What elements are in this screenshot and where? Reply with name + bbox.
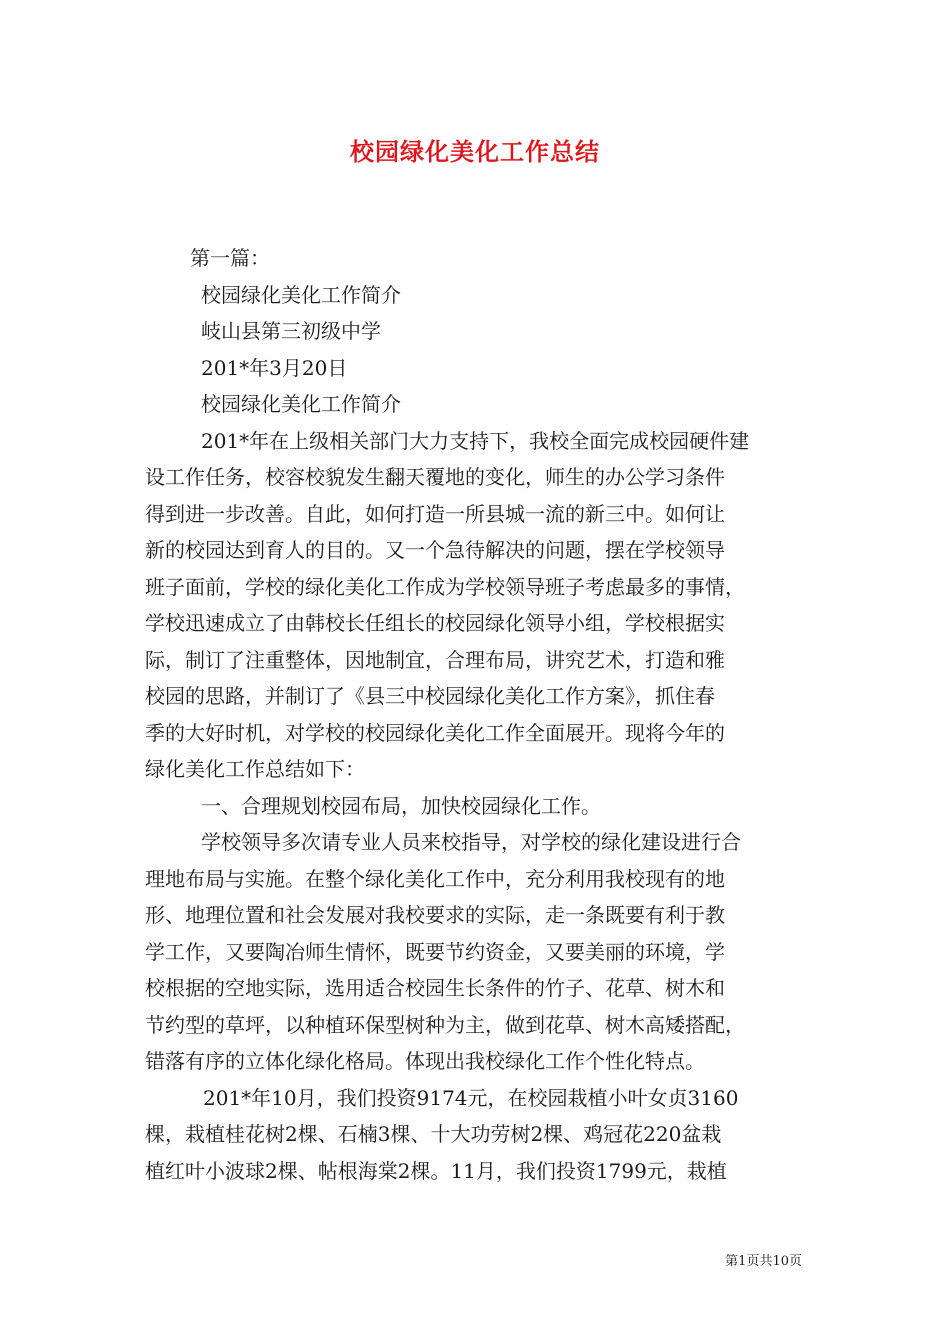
page-number: 第1页共10页 xyxy=(725,1254,802,1269)
text-line: 绿化美化工作总结如下： xyxy=(145,757,365,781)
text-line: 节约型的草坪，以种植环保型树种为主，做到花草、树木高矮搭配， xyxy=(145,1012,745,1037)
text-line: 校根据的空地实际，选用适合校园生长条件的竹子、花草、树木和 xyxy=(145,976,725,1000)
text-line: 学工作，又要陶冶师生情怀，既要节约资金，又要美丽的环境，学 xyxy=(145,939,725,964)
text-line: 201*年3月20日 xyxy=(201,355,348,380)
section-heading: 一、合理规划校园布局，加快校园绿化工作。 xyxy=(201,793,601,818)
text-line: 季的大好时机，对学校的校园绿化美化工作全面展开。现将今年的 xyxy=(145,720,725,745)
text-line: 201*年10月，我们投资9174元，在校园栽植小叶女贞3160 xyxy=(203,1085,739,1110)
text-line: 植红叶小波球2棵、帖根海棠2棵。11月，我们投资1799元，栽植 xyxy=(145,1158,727,1183)
text-line: 201*年在上级相关部门大力支持下，我校全面完成校园硬件建 xyxy=(201,428,750,453)
text-line: 校园的思路，并制订了《县三中校园绿化美化工作方案》，抓住春 xyxy=(145,684,715,708)
text-line: 际，制订了注重整体，因地制宜，合理布局，讲究艺术，打造和雅 xyxy=(145,647,725,672)
text-line: 班子面前，学校的绿化美化工作成为学校领导班子考虑最多的事情， xyxy=(145,574,745,599)
text-line: 校园绿化美化工作简介 xyxy=(201,282,401,307)
document-body xyxy=(145,240,807,1189)
text-line: 得到进一步改善。自此，如何打造一所县城一流的新三中。如何让 xyxy=(145,501,725,526)
text-line: 学校领导多次请专业人员来校指导，对学校的绿化建设进行合 xyxy=(201,830,741,854)
text-line: 校园绿化美化工作简介 xyxy=(201,392,401,416)
text-line: 第一篇： xyxy=(190,246,270,270)
document-title: 校园绿化美化工作总结 xyxy=(350,137,600,166)
text-line: 理地布局与实施。在整个绿化美化工作中，充分利用我校现有的地 xyxy=(145,866,725,891)
text-line: 形、地理位置和社会发展对我校要求的实际，走一条既要有利于教 xyxy=(145,903,725,927)
text-line: 岐山县第三初级中学 xyxy=(201,319,381,343)
text-line: 错落有序的立体化绿化格局。体现出我校绿化工作个性化特点。 xyxy=(145,1049,705,1073)
text-line: 新的校园达到育人的目的。又一个急待解决的问题，摆在学校领导 xyxy=(145,538,725,562)
text-line: 棵，栽植桂花树2棵、石楠3棵、十大功劳树2棵、鸡冠花220盆栽 xyxy=(145,1122,722,1146)
text-line: 学校迅速成立了由韩校长任组长的校园绿化领导小组，学校根据实 xyxy=(145,611,725,635)
text-line: 设工作任务，校容校貌发生翻天覆地的变化，师生的办公学习条件 xyxy=(145,465,725,489)
